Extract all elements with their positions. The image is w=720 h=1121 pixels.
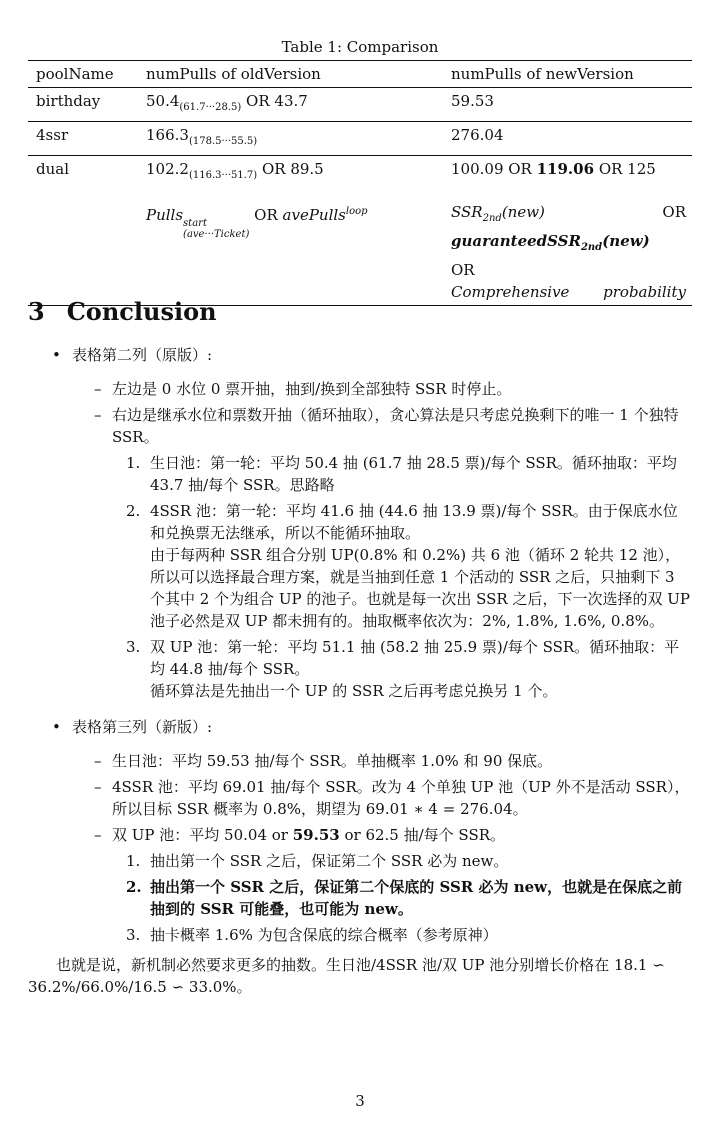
old-formula: Pulls start (ave···Ticket) OR avePulls$^{loop}$ (146, 206, 368, 240)
section-number: 3 (28, 297, 45, 326)
list-item: 3. 抽卡概率 1.6% 为包含保底的综合概率（参考原神） (126, 926, 498, 944)
list-item: – 双 UP 池：平均 50.04 or 59.53 or 62.5 抽/每个 SSR。 (94, 826, 506, 844)
section-body (28, 344, 692, 998)
pool-name: birthday (36, 92, 101, 110)
header-new-version: numPulls of newVersion (451, 65, 634, 83)
table-header-row (28, 61, 692, 88)
list-item: – 左边是 0 水位 0 票开抽，抽到/换到全部独特 SSR 时停止。 (94, 380, 512, 398)
dash-icon: – (94, 826, 102, 844)
summary-paragraph: 也就是说，新机制必然要求更多的抽数。生日池/4SSR 池/双 UP 池分别增长价格在 18.1 ∽ 36.2%/66.0%/16.5 ∽ 33.0%。 (28, 956, 665, 996)
bullet-icon: • (52, 346, 61, 364)
list-item: 1. 生日池：第一轮：平均 50.4 抽 (61.7 抽 28.5 票)/每个 SSR。循环抽取：平均 43.7 抽/每个 SSR。思路略 (126, 454, 677, 494)
pool-name: dual (36, 160, 70, 178)
list-item: – 生日池：平均 59.53 抽/每个 SSR。单抽概率 1.0% 和 90 保底。 (94, 752, 553, 770)
section-heading (28, 297, 217, 326)
new-pulls: 100.09 OR 119.06 OR 125 (451, 160, 656, 178)
new-formula: $SSR_{2nd}(new)$ OR guaranteedSSR$_{2nd}$(new) OR Comprehensive probability (451, 203, 686, 301)
bullet-icon: • (52, 718, 61, 736)
old-pulls: $50.4_{(61.7\cdot\cdot\cdot 28.5)}$ OR 43.7 (146, 92, 308, 113)
table-row-formula (28, 189, 692, 306)
dash-icon: – (94, 406, 102, 424)
dash-icon: – (94, 752, 102, 770)
old-pulls: $102.2_{(116.3\cdot\cdot\cdot 51.7)}$ OR 89.5 (146, 160, 324, 181)
list-item: 1. 抽出第一个 SSR 之后，保证第二个 SSR 必为 new。 (126, 852, 509, 870)
pool-name: 4ssr (36, 126, 69, 144)
page-number: 3 (355, 1092, 365, 1110)
header-old-version: numPulls of oldVersion (146, 65, 321, 83)
new-pulls: 59.53 (451, 92, 494, 110)
old-pulls: $166.3_{(178.5\cdot\cdot\cdot 55.5)}$ (146, 126, 258, 147)
list-item: • 表格第二列（原版）: (52, 346, 213, 364)
list-item: • 表格第三列（新版）: (52, 718, 213, 736)
dash-icon: – (94, 380, 102, 398)
comparison-table (28, 60, 692, 306)
section-title: Conclusion (66, 297, 217, 326)
table-row (28, 88, 692, 122)
table-caption: Table 1: Comparison (281, 38, 439, 56)
table-row (28, 156, 692, 190)
dash-icon: – (94, 778, 102, 796)
list-item: – 4SSR 池：平均 69.01 抽/每个 SSR。改为 4 个单独 UP 池（UP 外不是活动 SSR），所以目标 SSR 概率为 0.8%，期望为 69.01 ∗ 4 = 276.04。 (94, 778, 690, 818)
new-pulls: 276.04 (451, 126, 504, 144)
table-row (28, 122, 692, 156)
list-item: 2. 4SSR 池：第一轮：平均 41.6 抽 (44.6 抽 13.9 票)/每个 SSR。由于保底水位和兑换票无法继承，所以不能循环抽取。 由于每两种 SSR 组合分别 UP(0.8% 和 0.2%) 共 6 池（循环 2 轮共 12 池），所以可以选择最合理方案，就是当抽到任意 1 个活动的 SSR 之后，只抽剩下 3 个其中 2 个为组合 UP 的池子。也就是每一次出 SSR 之后，下一次选择的双 UP 池子必然是双 UP 都未拥有的。抽取概率依次为：2%, 1.8%, 1.6%, 0.8%。 (126, 502, 690, 630)
header-poolname: poolName (36, 65, 114, 83)
list-item: 3. 双 UP 池：第一轮：平均 51.1 抽 (58.2 抽 25.9 票)/每个 SSR。循环抽取：平均 44.8 抽/每个 SSR。 循环算法是先抽出一个 UP 的 SSR 之后再考虑兑换另 1 个。 (126, 638, 680, 700)
list-item: – 右边是继承水位和票数开抽（循环抽取），贪心算法是只考虑兑换剩下的唯一 1 个独特 SSR。 (94, 406, 679, 446)
list-item: 2. 抽出第一个 SSR 之后，保证第二个保底的 SSR 必为 new，也就是在保底之前抽到的 SSR 可能叠，也可能为 new。 (126, 878, 683, 918)
